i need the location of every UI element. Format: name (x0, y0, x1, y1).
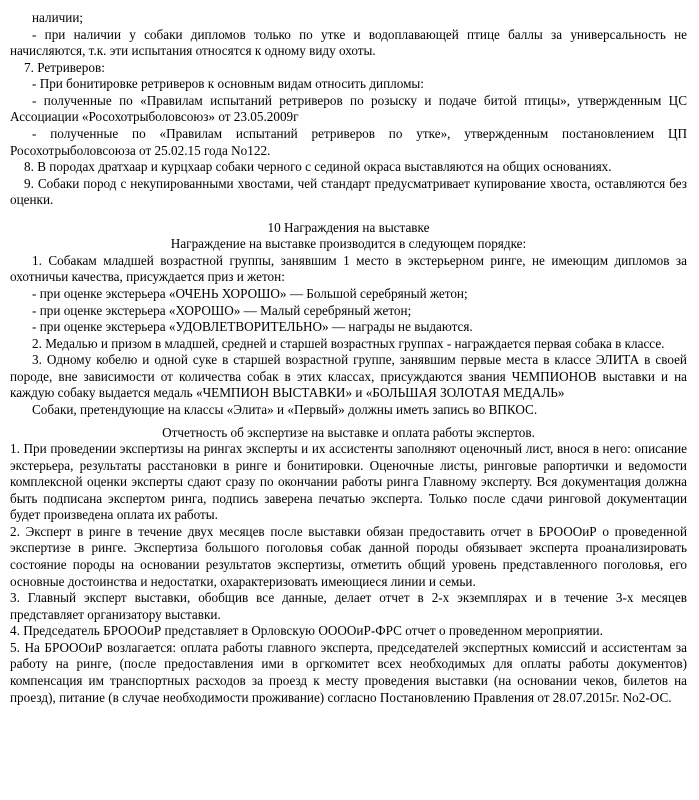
paragraph: 2. Эксперт в ринге в течение двух месяцев после выставки обязан предоставить отчет в БРОООиР о проведенной экспертизе в ринге. Экспертиза большого поголовья собак данной породы обязывает эксперта проанализировать состояние породы на основании результатов экспертизы, отметить общий уровень представленного поголовья, его основные достоинства и недостатки, охарактеризовать имеющиеся линии и семьи. (10, 523, 687, 589)
paragraph: 7. Ретриверов: (24, 59, 105, 75)
paragraph: 1. Собакам младшей возрастной группы, занявшим 1 место в экстерьерном ринге, не имеющим дипломов за охотничьи качества, присуждается приз и жетон: (10, 252, 687, 285)
paragraph: - полученные по «Правилам испытаний ретриверов по розыску и подаче битой птицы», утвержденным ЦС Ассоциации «Росохотрыболовсоюз» от 23.05.2009г (10, 92, 687, 125)
paragraph: 3. Одному кобелю и одной суке в старшей возрастной группе, занявшим первые места в классе ЭЛИТА в своей породе, вне зависимости от количества собак в этих классах, присуждаются звания ЧЕМПИОНОВ выставки и на каждую собаку выдается медаль «ЧЕМПИОН ВЫСТАВКИ» и «БОЛЬШАЯ ЗОЛОТАЯ МЕДАЛЬ» (10, 352, 687, 401)
section-heading: Отчетность об экспертизе на выставке и оплата работы экспертов. (162, 424, 535, 440)
paragraph: 8. В породах дратхаар и курцхаар собаки черного с сединой окраса выставляются на общих основаниях. (24, 159, 612, 175)
paragraph: наличии; (32, 10, 84, 25)
paragraph: 4. Председатель БРОООиР представляет в Орловскую ОOOОиР-ФРС отчет о проведенном мероприятии. (10, 623, 603, 639)
paragraph: Собаки, претендующие на классы «Элита» и «Первый» должны иметь запись во ВПКОС. (32, 401, 538, 417)
paragraph: - при оценке экстерьера «УДОВЛЕТВОРИТЕЛЬНО» — награды не выдаются. (32, 319, 473, 335)
paragraph: - при оценке экстерьера «ХОРОШО» — Малый серебряный жетон; (32, 302, 412, 318)
paragraph: 9. Собаки пород с некупированными хвостами, чей стандарт предусматривает купирование хвоста, оставляются без оценки. (10, 175, 687, 208)
paragraph: 1. При проведении экспертизы на рингах эксперты и их ассистенты заполняют оценочный лист, внося в него: описание экстерьера, результаты расстановки в ринге и бонитировки. Оценочные листы, ринговые рапортички и ведомости комплексной оценки эксперты сдают сразу по окончании работы ринга Главному эксперту. Вся документация должна быть подписана экспертом ринга, подпись заверена печатью эксперта. Только после сдачи ринговой документации будет произведена оплата их работы. (10, 441, 687, 523)
paragraph: 3. Главный эксперт выставки, обобщив все данные, делает отчет в 2-х экземплярах и в течение 3-х месяцев представляет организатору выставки. (10, 590, 687, 622)
paragraph: 2. Медалью и призом в младшей, средней и старшей возрастных группах - награждается первая собака в классе. (32, 335, 665, 351)
spacer (10, 209, 687, 220)
paragraph: - при наличии у собаки дипломов только по утке и водоплавающей птице баллы за универсальность не начисляются, т.к. эти испытания относятся к одному виду охоты. (10, 26, 687, 59)
paragraph: - при оценке экстерьера «ОЧЕНЬ ХОРОШО» — Большой серебряный жетон; (32, 286, 468, 301)
paragraph: Награждение на выставке производится в следующем порядке: (170, 236, 527, 252)
section-heading: 10 Награждения на выставке (267, 219, 430, 235)
paragraph: 5. На БРОООиР возлагается: оплата работы главного эксперта, председателей экспертных комиссий и ассистентам за работу на ринге, (после предоставления ими в оргкомитет всех необходимых для оплаты работы документов) компенсация им транспортных расходов за проезд к месту проведения выставки (на основании чеков, билетов на проезд), питание (в случае необходимости проживание) согласно Постановлению Правления от 28.07.2015г. No2-ОС. (10, 639, 687, 705)
paragraph: - полученные по «Правилам испытаний ретриверов по утке», утвержденным постановлением ЦП Росохотрыболовсоюза от 25.02.15 года No122. (10, 125, 687, 158)
paragraph: - При бонитировке ретриверов к основным видам относить дипломы: (32, 76, 424, 92)
